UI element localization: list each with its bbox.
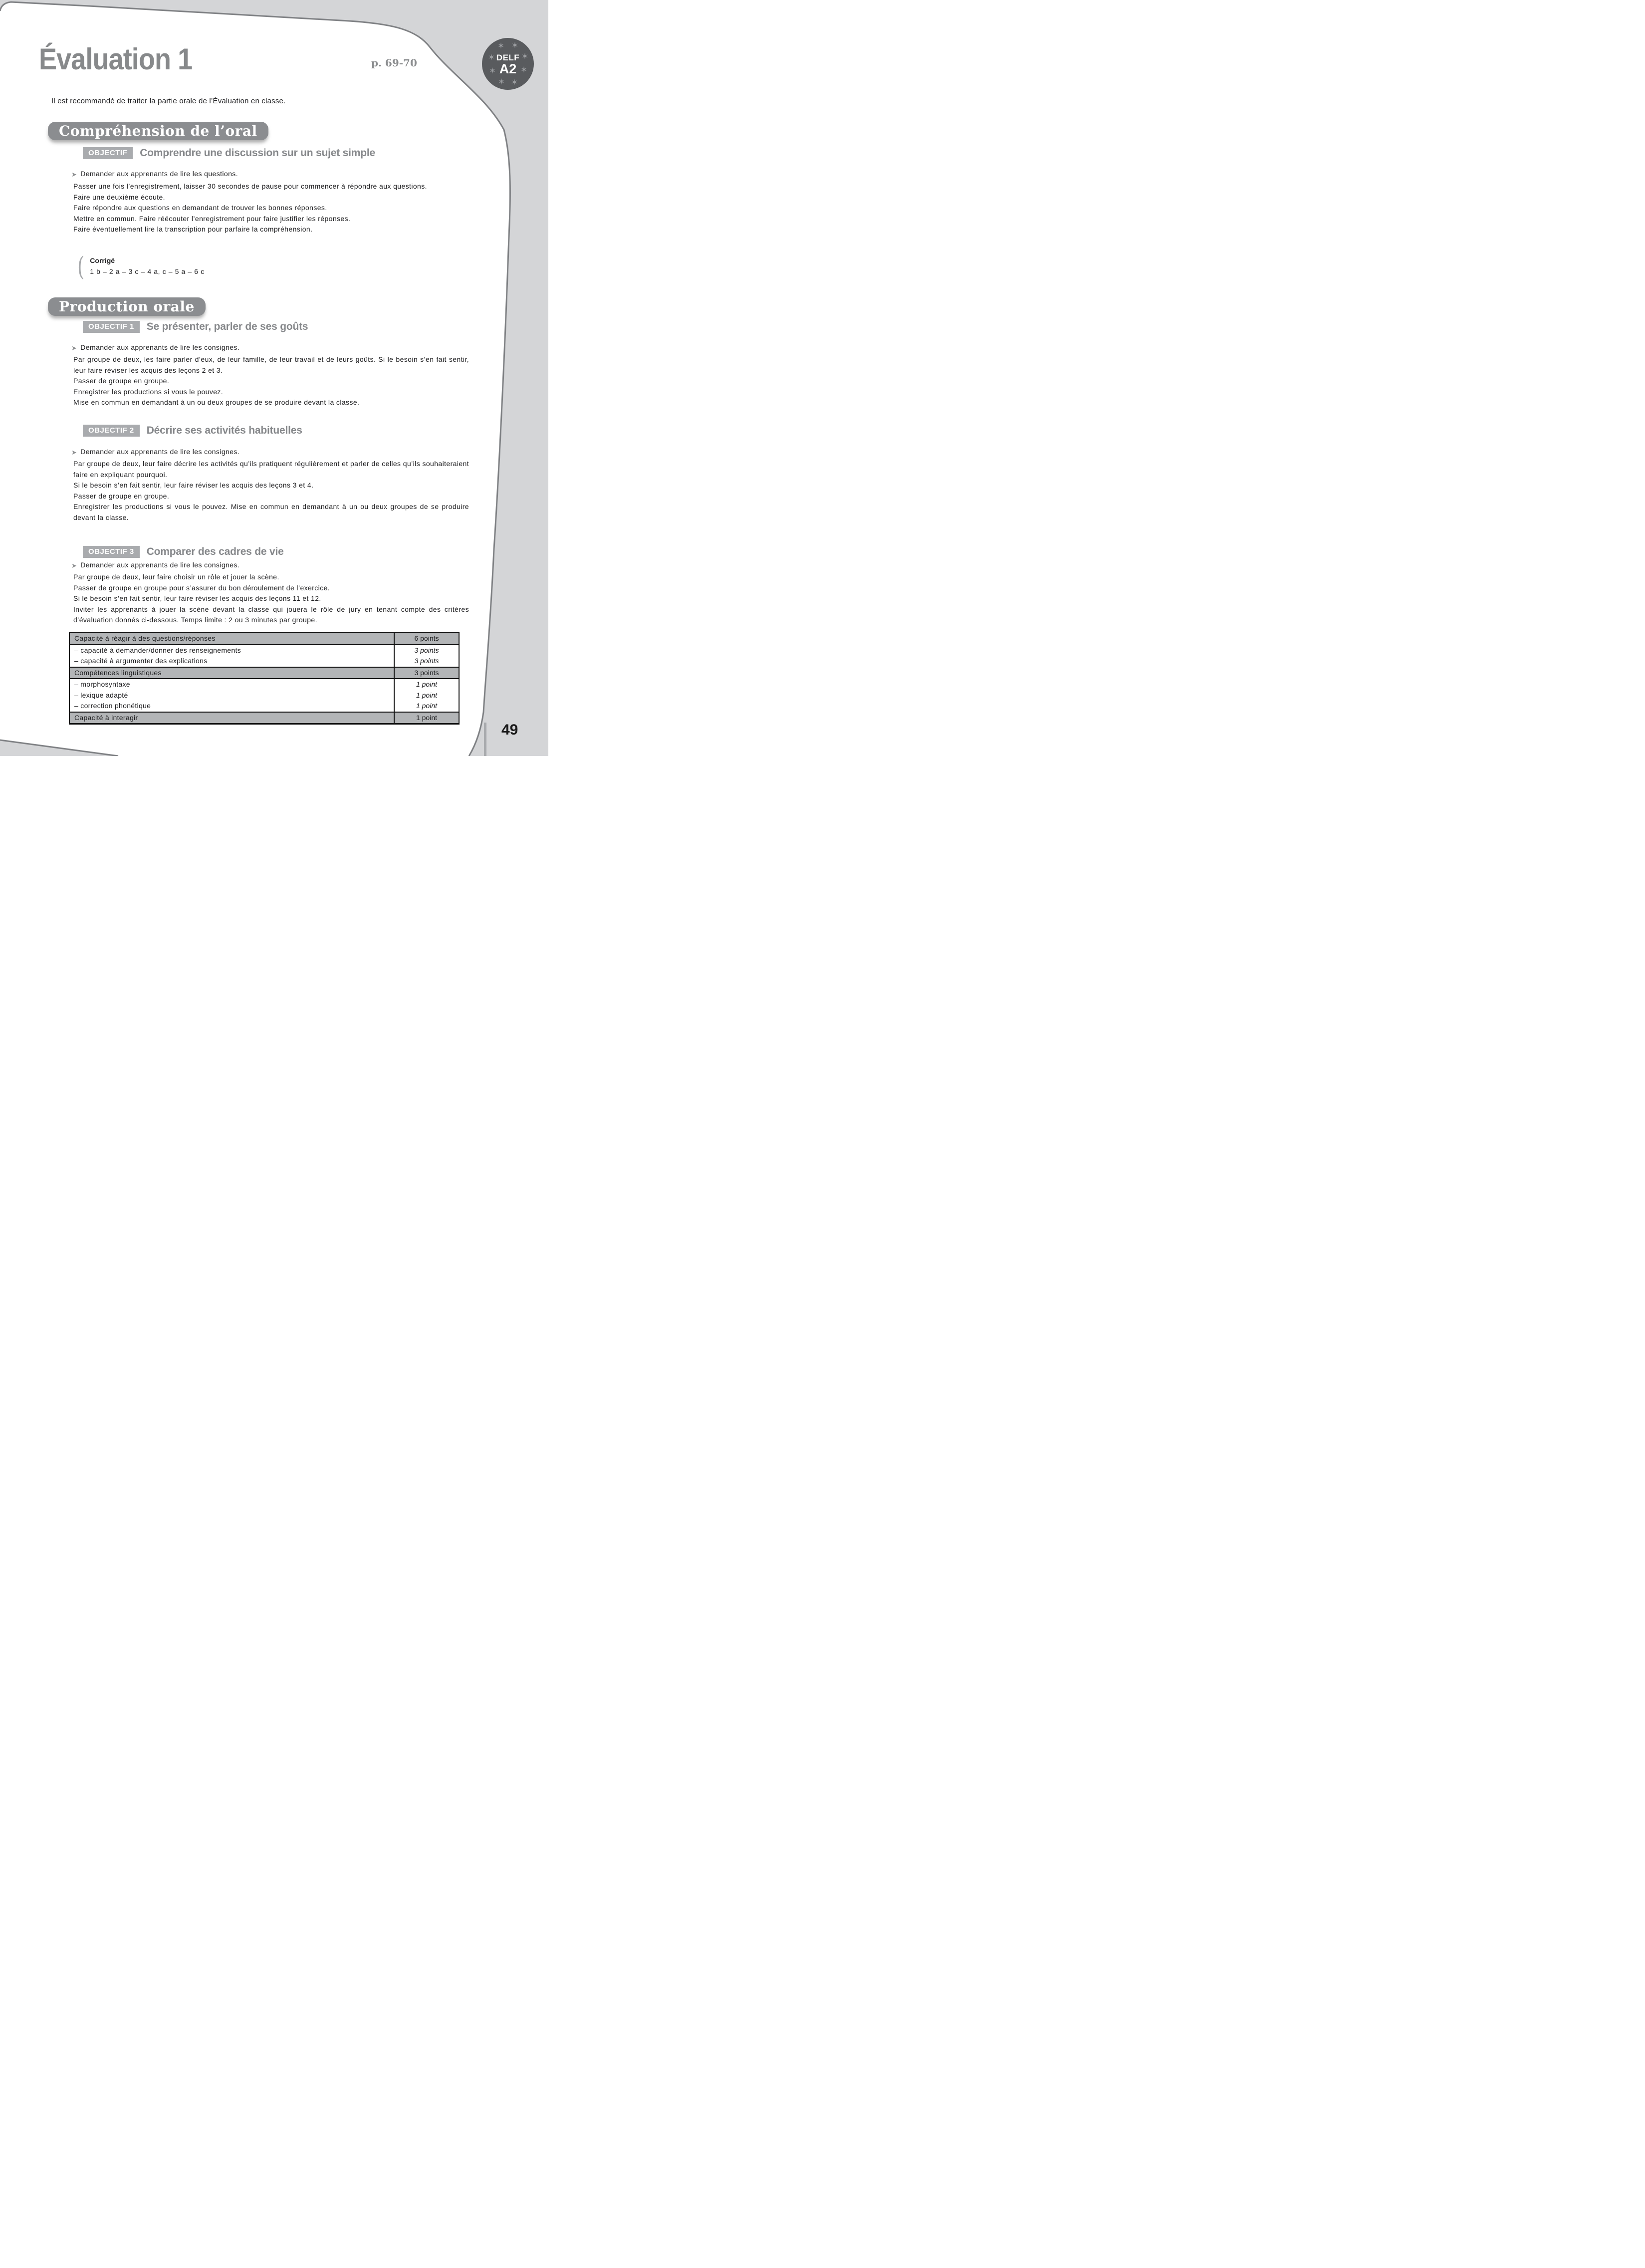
paragraph: Mise en commun en demandant à un ou deux groupes de se produire devant la classe. [73, 398, 360, 406]
table-row [70, 701, 459, 712]
bullet-text: Demander aux apprenants de lire les consignes. [80, 448, 240, 456]
objective-header [83, 147, 375, 159]
instruction-paragraphs [73, 354, 469, 408]
points-value: 1 point [394, 701, 459, 712]
criteria-label: – morphosyntaxe [74, 680, 130, 688]
objectif-badge: OBJECTIF 3 [83, 546, 140, 558]
star-icon: ✶ [510, 77, 518, 87]
corrige-label: Corrigé [90, 256, 115, 264]
points-value: 3 points [394, 645, 459, 656]
arrow-icon: ➤ [71, 562, 77, 569]
points-value: 3 points [394, 668, 459, 679]
delf-label: DELF [496, 53, 520, 62]
criteria-label: – correction phonétique [74, 702, 151, 710]
book-page [0, 0, 548, 756]
objective-header [83, 546, 284, 558]
paragraph: Passer une fois l’enregistrement, laisser 30 secondes de pause pour commencer à répondre aux questions. [73, 182, 427, 190]
paragraph: Mettre en commun. Faire réécouter l’enregistrement pour faire justifier les réponses. [73, 214, 351, 223]
section-heading-comprehension-orale: Compréhension de l’oral [48, 122, 268, 140]
corrige-answers: 1 b – 2 a – 3 c – 4 a, c – 5 a – 6 c [90, 267, 205, 275]
star-icon: ✶ [520, 65, 528, 75]
paragraph: Passer de groupe en groupe. [73, 492, 170, 500]
star-icon: ✶ [488, 66, 496, 76]
table-row [70, 679, 459, 690]
objective-title: Décrire ses activités habituelles [146, 425, 302, 436]
page-title: Évaluation 1 [39, 42, 193, 76]
instruction-bullet [71, 343, 470, 353]
arrow-icon: ➤ [71, 449, 77, 456]
instruction-bullet [71, 170, 470, 180]
paragraph: Si le besoin s’en fait sentir, leur faire réviser les acquis des leçons 3 et 4. [73, 481, 314, 489]
points-value: 1 point [394, 690, 459, 701]
paragraph: Faire une deuxième écoute. [73, 193, 165, 201]
bullet-text: Demander aux apprenants de lire les consignes. [80, 343, 240, 351]
star-icon: ✶ [511, 40, 519, 50]
paragraph: Inviter les apprenants à jouer la scène devant la classe qui jouera le rôle de jury en tenant compte des critères d’évaluation donnés ci-dessous. Temps limite : 2 ou 3 minutes par groupe. [73, 605, 469, 624]
table-row [70, 633, 459, 645]
paragraph: Enregistrer les productions si vous le pouvez. [73, 387, 224, 396]
section-heading-production-orale: Production orale [48, 297, 206, 316]
objective-title: Se présenter, parler de ses goûts [146, 321, 308, 332]
instruction-bullet [71, 561, 470, 571]
points-value: 1 point [394, 713, 459, 724]
criteria-label: – capacité à argumenter des explications [74, 657, 208, 665]
criteria-label: – capacité à demander/donner des renseignements [74, 646, 241, 654]
points-value: 1 point [394, 679, 459, 690]
objectif-badge: OBJECTIF [83, 147, 133, 159]
page-number: 49 [501, 722, 518, 738]
table-row [70, 656, 459, 667]
criteria-label: Compétences linguistiques [74, 668, 162, 677]
paragraph: Si le besoin s’en fait sentir, leur faire réviser les acquis des leçons 11 et 12. [73, 594, 321, 602]
objective-title: Comparer des cadres de vie [146, 546, 284, 557]
objectif-badge: OBJECTIF 1 [83, 321, 140, 333]
objective-header [83, 425, 302, 437]
criteria-label: – lexique adapté [74, 691, 128, 699]
star-icon: ✶ [497, 41, 505, 51]
table-row [70, 645, 459, 656]
table-row [70, 690, 459, 701]
instruction-paragraphs [73, 181, 469, 235]
paragraph: Par groupe de deux, les faire parler d’eux, de leur famille, de leur travail et de leurs goûts. Si le besoin s’en fait sentir, leur faire réviser les acquis des leçons 2 et 3. [73, 355, 469, 374]
paragraph: Passer de groupe en groupe pour s’assurer du bon déroulement de l’exercice. [73, 583, 330, 592]
paragraph: Passer de groupe en groupe. [73, 377, 170, 385]
table-row [70, 667, 459, 680]
paragraph: Faire éventuellement lire la transcription pour parfaire la compréhension. [73, 225, 313, 233]
paragraph: Enregistrer les productions si vous le pouvez. Mise en commun en demandant à un ou deux groupes de se produire devant la classe. [73, 503, 469, 521]
delf-level: A2 [499, 61, 517, 76]
star-icon: ✶ [497, 77, 505, 87]
arrow-icon: ➤ [71, 344, 77, 352]
arrow-icon: ➤ [71, 171, 77, 178]
criteria-label: Capacité à interagir [74, 713, 138, 722]
intro-note: Il est recommandé de traiter la partie orale de l’Évaluation en classe. [51, 97, 286, 105]
points-value: 3 points [394, 656, 459, 667]
instruction-paragraphs [73, 459, 469, 523]
objective-header [83, 321, 308, 333]
star-icon: ✶ [521, 51, 529, 61]
paragraph: Par groupe de deux, leur faire décrire les activités qu’ils pratiquent régulièrement et parler de celles qu’ils souhaiteraient faire en expliquant pourquoi. [73, 460, 469, 479]
paragraph: Faire répondre aux questions en demandant de trouver les bonnes réponses. [73, 204, 327, 212]
paragraph: Par groupe de deux, leur faire choisir un rôle et jouer la scène. [73, 573, 279, 581]
points-value: 6 points [394, 633, 459, 644]
page-reference: p. 69-70 [371, 57, 417, 69]
instruction-bullet [71, 448, 470, 458]
corrige-block [76, 252, 205, 282]
table-row [70, 712, 459, 724]
bracket-icon: ( [77, 252, 85, 282]
instruction-paragraphs [73, 572, 469, 626]
objectif-badge: OBJECTIF 2 [83, 425, 140, 437]
bullet-text: Demander aux apprenants de lire les questions. [80, 170, 238, 178]
objective-title: Comprendre une discussion sur un sujet simple [140, 147, 375, 159]
delf-a2-badge [482, 38, 534, 90]
bullet-text: Demander aux apprenants de lire les consignes. [80, 561, 240, 569]
star-icon: ✶ [487, 52, 495, 62]
criteria-label: Capacité à réagir à des questions/réponses [74, 634, 216, 642]
evaluation-criteria-table [69, 632, 460, 725]
